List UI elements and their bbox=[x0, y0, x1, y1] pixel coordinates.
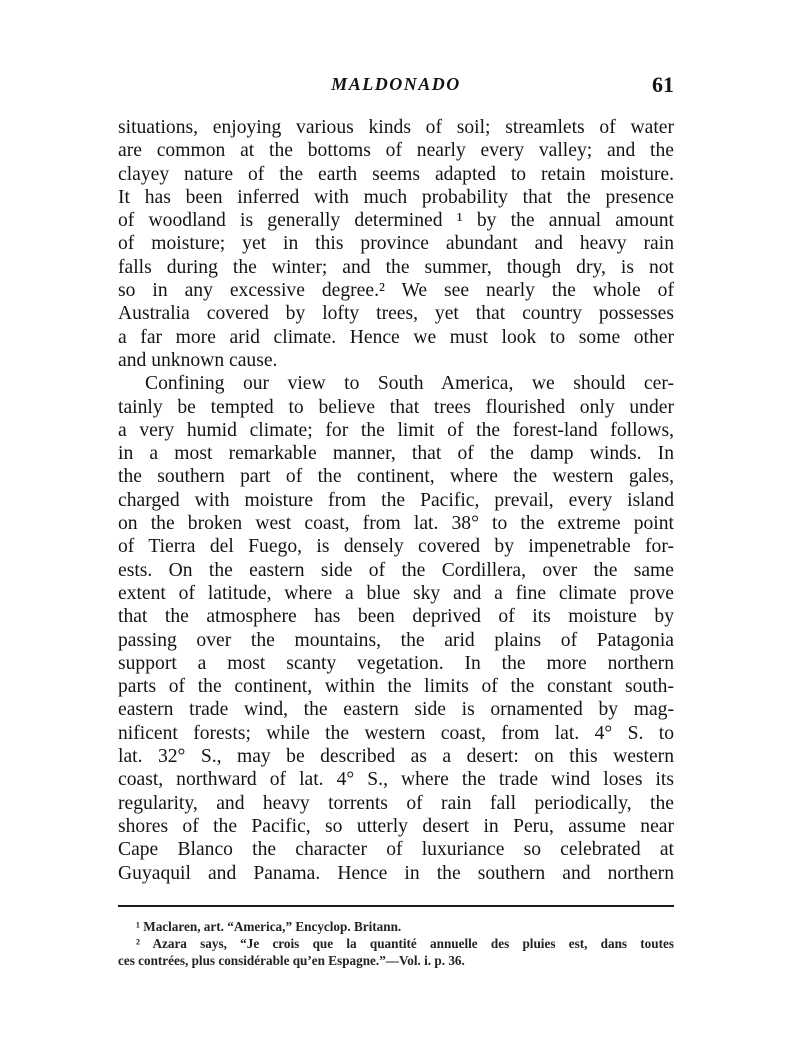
paragraph-start-line: Confining our view to South America, we should cer- bbox=[145, 373, 674, 395]
text-line: lat. 32° S., may be described as a desert: on this western bbox=[118, 746, 674, 768]
footnote-1: ¹ Maclaren, art. “America,” Encyclop. Britann. bbox=[136, 919, 402, 934]
text-line: passing over the mountains, the arid plains of Patagonia bbox=[118, 629, 674, 651]
text-line: a far more arid climate. Hence we must look to some other bbox=[118, 326, 674, 348]
text-line: charged with moisture from the Pacific, prevail, every island bbox=[118, 489, 674, 511]
text-line: of Tierra del Fuego, is densely covered by impenetrable for- bbox=[118, 536, 674, 558]
text-line: clayey nature of the earth seems adapted to retain moisture. bbox=[118, 163, 674, 185]
text-line: tainly be tempted to believe that trees flourished only under bbox=[118, 396, 674, 418]
footnote-divider bbox=[118, 905, 674, 907]
text-line: are common at the bottoms of nearly every valley; and the bbox=[118, 140, 674, 162]
footnote-2-line-1: ² Azara says, “Je crois que la quantité annuelle des pluies est, dans toutes bbox=[136, 936, 674, 951]
text-line: support a most scanty vegetation. In the more northern bbox=[118, 652, 674, 674]
text-line: eastern trade wind, the eastern side is ornamented by mag- bbox=[118, 699, 674, 721]
footnote-2-line-2: ces contrées, plus considérable qu’en Espagne.”—Vol. i. p. 36. bbox=[118, 953, 465, 968]
text-line: in a most remarkable manner, that of the damp winds. In bbox=[118, 443, 674, 465]
text-line: of moisture; yet in this province abundant and heavy rain bbox=[118, 233, 674, 255]
text-line: on the broken west coast, from lat. 38° to the extreme point bbox=[118, 513, 674, 535]
text-line: nificent forests; while the western coast, from lat. 4° S. to bbox=[118, 722, 674, 744]
text-line: parts of the continent, within the limits of the constant south- bbox=[118, 676, 674, 698]
text-line: shores of the Pacific, so utterly desert in Peru, assume near bbox=[118, 815, 674, 837]
paragraph-end-line: and unknown cause. bbox=[118, 349, 278, 371]
text-line: It has been inferred with much probability that the presence bbox=[118, 186, 674, 208]
text-line: extent of latitude, where a blue sky and a fine climate prove bbox=[118, 582, 674, 604]
text-line: ests. On the eastern side of the Cordillera, over the same bbox=[118, 559, 674, 581]
text-line: regularity, and heavy torrents of rain fall periodically, the bbox=[118, 792, 674, 814]
text-line: situations, enjoying various kinds of soil; streamlets of water bbox=[118, 117, 674, 138]
text-line: so in any excessive degree.² We see nearly the whole of bbox=[118, 280, 674, 302]
page-header bbox=[118, 74, 674, 104]
text-line: Guyaquil and Panama. Hence in the southern and northern bbox=[118, 862, 674, 884]
text-line: a very humid climate; for the limit of the forest-land follows, bbox=[118, 419, 674, 441]
text-line: falls during the winter; and the summer, though dry, is not bbox=[118, 256, 674, 278]
footnotes bbox=[118, 918, 674, 969]
text-line: that the atmosphere has been deprived of its moisture by bbox=[118, 606, 674, 628]
page-number: 61 bbox=[652, 72, 674, 97]
body-text bbox=[118, 116, 674, 885]
text-line: Cape Blanco the character of luxuriance so celebrated at bbox=[118, 839, 674, 861]
text-line: Australia covered by lofty trees, yet that country possesses bbox=[118, 303, 674, 325]
text-line: of woodland is generally determined ¹ by the annual amount bbox=[118, 210, 674, 232]
text-line: the southern part of the continent, where the western gales, bbox=[118, 466, 674, 488]
text-line: coast, northward of lat. 4° S., where the trade wind loses its bbox=[118, 769, 674, 791]
running-title: MALDONADO bbox=[331, 74, 461, 94]
